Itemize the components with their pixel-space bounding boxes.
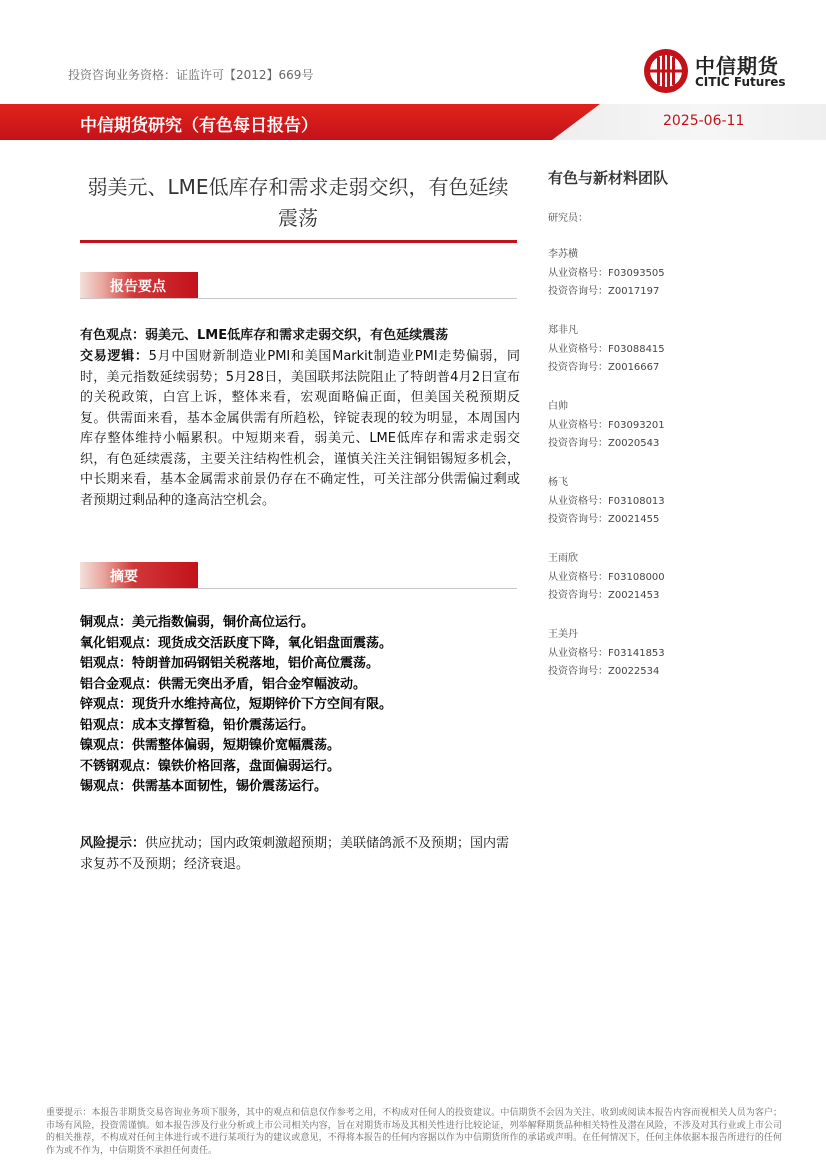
researcher-consult-id: 投资咨询号：Z0020543 [548, 438, 660, 449]
researcher-consult-id: 投资咨询号：Z0021453 [548, 590, 660, 601]
researcher-qualification: 从业资格号：F03093201 [548, 419, 665, 431]
researcher-name: 郑非凡 [548, 325, 578, 336]
risk-warning [80, 834, 520, 875]
researcher-qualification: 从业资格号：F03093505 [548, 267, 665, 279]
researcher-card [548, 474, 665, 530]
researcher-consult-id: 投资咨询号：Z0016667 [548, 362, 660, 373]
researcher-name: 白帅 [548, 401, 568, 412]
report-banner [0, 104, 826, 140]
researcher-name: 杨飞 [548, 477, 568, 488]
researcher-consult-id: 投资咨询号：Z0022534 [548, 666, 660, 677]
section-title: 摘要 [110, 569, 138, 585]
disclaimer: 重要提示：本报告非期货交易咨询业务项下服务，其中的观点和信息仅作参考之用，不构成对任何人的投资建议。中信期货不会因为关注、收到或阅读本报告内容而视相关人员为客户；市场有风险，投资需谨慎。如本报告涉及行业分析或上市公司相关内容，旨在对期货市场及其相关性进行比较论证，列举解释期货品种相关特性及潜在风险，不涉及对其行业或上市公司的相关推荐，不构成对任何主体进行或不进行某项行为的建议或意见，不得将本报告的任何内容据以作为中信期货所作的承诺或声明。在任何情况下，任何主体依据本报告所进行的任何作为或不作为，中信期货不承担任何责任。 [46, 1108, 782, 1156]
researcher-qualification: 从业资格号：F03108000 [548, 571, 665, 583]
view-item-aluminum-alloy: 铝合金观点：供需无突出矛盾，铝合金窄幅波动。 [80, 676, 367, 692]
headline-divider [80, 240, 517, 243]
section-title: 报告要点 [110, 279, 166, 295]
view-item-copper: 铜观点：美元指数偏弱，铜价高位运行。 [80, 615, 315, 630]
researcher-consult-id: 投资咨询号：Z0017197 [548, 286, 660, 297]
researcher-card [548, 626, 665, 682]
citic-logo-icon [643, 48, 689, 94]
researcher-qualification: 从业资格号：F03088415 [548, 343, 665, 355]
researcher-consult-id: 投资咨询号：Z0021455 [548, 514, 660, 525]
researcher-label: 研究员： [548, 213, 588, 224]
view-item-lead: 铅观点：成本支撑暂稳，铅价震荡运行。 [80, 717, 315, 733]
risk-label: 风险提示： [80, 836, 146, 851]
logo-en-text: CITIC Futures [695, 75, 786, 89]
view-item-stainless-steel: 不锈钢观点：镍铁价格回落，盘面偏弱运行。 [80, 758, 341, 774]
researcher-qualification: 从业资格号：F03108013 [548, 495, 665, 507]
researcher-card [548, 246, 665, 302]
license-text: 投资咨询业务资格：证监许可【2012】669号 [68, 68, 314, 82]
banner-title: 中信期货研究（有色每日报告） [80, 116, 318, 136]
researcher-qualification: 从业资格号：F03141853 [548, 647, 665, 659]
view-item-tin: 锡观点：供需基本面韧性，锡价震荡运行。 [80, 779, 328, 794]
section-divider [80, 588, 517, 589]
core-view: 有色观点：弱美元、LME低库存和需求走弱交织，有色延续震荡 [80, 328, 449, 343]
view-item-nickel: 镍观点：供需整体偏弱，短期镍价宽幅震荡。 [80, 738, 341, 753]
trading-logic-label: 交易逻辑： [80, 349, 149, 364]
section-tag-summary [80, 562, 198, 588]
trading-logic [80, 347, 520, 511]
logo-cn-text: 中信期货 [695, 54, 779, 78]
view-item-zinc: 锌观点：现货升水维持高位，短期锌价下方空间有限。 [80, 697, 393, 712]
researcher-card [548, 398, 665, 454]
company-logo [643, 48, 803, 96]
trading-logic-text: 5月中国财新制造业PMI和美国Markit制造业PMI走势偏弱，同时，美元指数延续弱势；5月28日，美国联邦法院阻止了特朗普4月2日宣布的关税政策，白宫上诉，整体来看，宏观面略偏正面，但美国关税预期反复。供需面来看，基本金属供需有所趋松，锌锭表现的较为明显，本周国内库存整体维持小幅累积。中短期来看，弱美元、LME低库存和需求走弱交织，有色延续震荡，主要关注结构性机会，谨慎关注关注铜铝锡短多机会，中长期来看，基本金属需求前景仍存在不确定性，可关注部分供需偏过剩或者预期过剩品种的逢高沽空机会。 [80, 349, 520, 508]
researcher-name: 王美丹 [548, 629, 578, 640]
researcher-card [548, 550, 665, 606]
risk-text: 供应扰动；国内政策刺激超预期；美联储鸽派不及预期；国内需求复苏不及预期；经济衰退。 [80, 836, 510, 872]
researcher-name: 李苏横 [548, 249, 578, 260]
section-tag-key-points [80, 272, 198, 298]
view-item-alumina: 氧化铝观点：现货成交活跃度下降，氧化铝盘面震荡。 [80, 635, 393, 651]
view-item-aluminum: 铝观点：特朗普加码钢铝关税落地，铝价高位震荡。 [80, 656, 380, 671]
metal-views-list [80, 613, 520, 798]
researcher-card [548, 322, 665, 378]
section-divider [80, 298, 517, 299]
report-headline: 弱美元、LME低库存和需求走弱交织，有色延续震荡 [87, 175, 509, 230]
researcher-name: 王雨欣 [548, 553, 578, 564]
report-date: 2025-06-11 [663, 113, 745, 129]
team-title: 有色与新材料团队 [548, 169, 669, 187]
